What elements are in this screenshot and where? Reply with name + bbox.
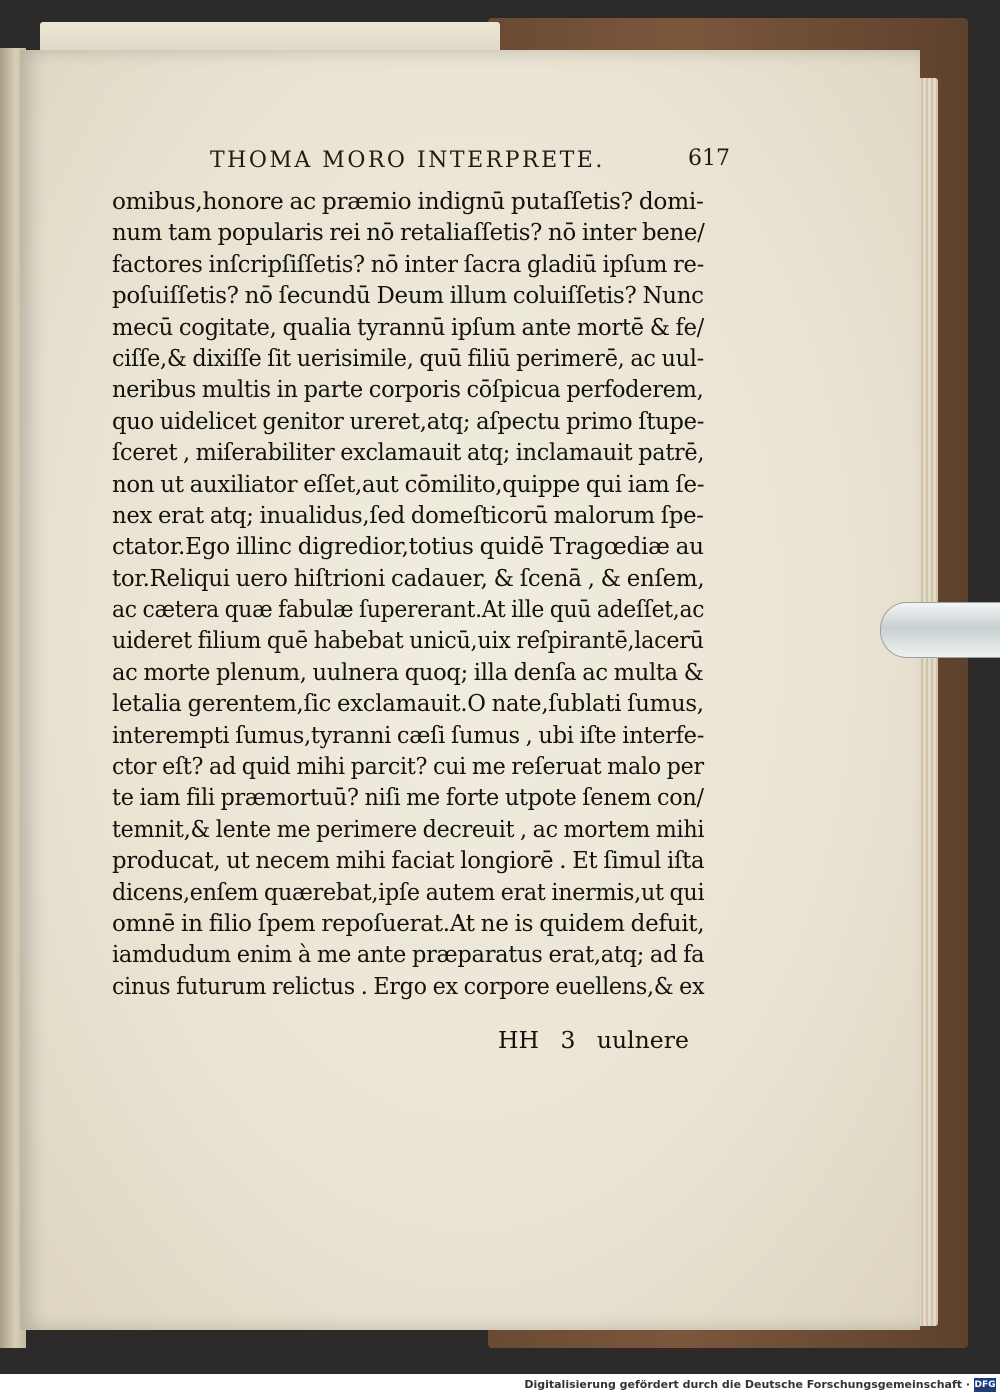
text-line: num tam popularis rei nō retaliaſſetis? nō inter bene/ [112,218,705,247]
text-line: factores inſcripſiſſetis? nō inter ſacra gladiū ipſum re- [112,249,704,278]
text-line: iamdudum enim à me ante præparatus erat,atq; ad fa [112,940,705,969]
text-line: ac morte plenum, uulnera quoq; illa denſa ac multa & [112,657,704,686]
text-line: ſceret , miſerabiliter exclamauit atq; inclamauit patrē, [112,438,705,467]
text-line: letalia gerentem,ſic exclamauit.O nate,ſublati ſumus, [112,689,704,718]
text-line: dicens,enſem quærebat,ipſe autem erat inermis,ut qui [112,877,705,906]
text-line: non ut auxiliator eſſet,aut cōmilito,quippe qui iam ſe- [112,469,705,498]
text-line: interempti ſumus,tyranni cæſi ſumus , ubi iſte interfe- [112,720,705,749]
text-line: producat, ut necem mihi faciat longiorē . Et ſimul iſta [112,846,705,875]
page-clip [880,602,1000,658]
running-head: THOMA MORO INTERPRETE. [210,148,605,173]
body-text [112,186,712,1002]
text-line: uideret filium quē habebat unicū,uix reſpirantē,lacerū [112,626,704,655]
text-line: ctor eſt? ad quid mihi parcit? cui me reſeruat malo per [112,752,704,781]
text-line: omnē in filio ſpem repoſuerat.At ne is quidem defuit, [112,908,705,937]
text-line: ctator.Ego illinc digredior,totius quidē Tragœdiæ au [112,532,704,561]
text-line: nex erat atq; inualidus,ſed domeſticorū malorum ſpe- [112,500,704,529]
text-line: mecū cogitate, qualia tyrannū ipſum ante mortē & fe/ [112,312,705,341]
text-line: neribus multis in parte corporis cōſpicua perfoderem, [112,375,704,404]
text-line: ciſſe,& dixiſſe ſit uerisimile, quū filiū perimerē, ac uul- [112,343,704,372]
text-line: poſuiſſetis? nō ſecundū Deum illum coluiſſetis? Nunc [112,281,704,310]
page-number: 617 [688,146,730,171]
digitization-credit: Digitalisierung gefördert durch die Deutsche Forschungsgemeinschaft · [524,1378,970,1391]
text-line: ac cætera quæ fabulæ ſupererant.At ille quū adeſſet,ac [112,595,705,624]
text-line: te iam fili præmortuū? niſi me forte utpote ſenem con/ [112,783,704,812]
catchword: HH 3 uulnere [498,1026,689,1054]
text-line: tor.Reliqui uero hiſtrioni cadauer, & ſcenā , & enſem, [112,563,705,592]
dfg-logo: DFG [974,1380,996,1390]
text-line: cinus futurum relictus . Ergo ex corpore euellens,& ex [112,971,705,1000]
text-line: quo uidelicet genitor ureret,atq; aſpectu primo ſtupe- [112,406,705,435]
text-line: omibus,honore ac præmio indignū putaſſetis? domi- [112,187,704,215]
text-line: temnit,& lente me perimere decreuit , ac mortem mihi [112,814,705,843]
